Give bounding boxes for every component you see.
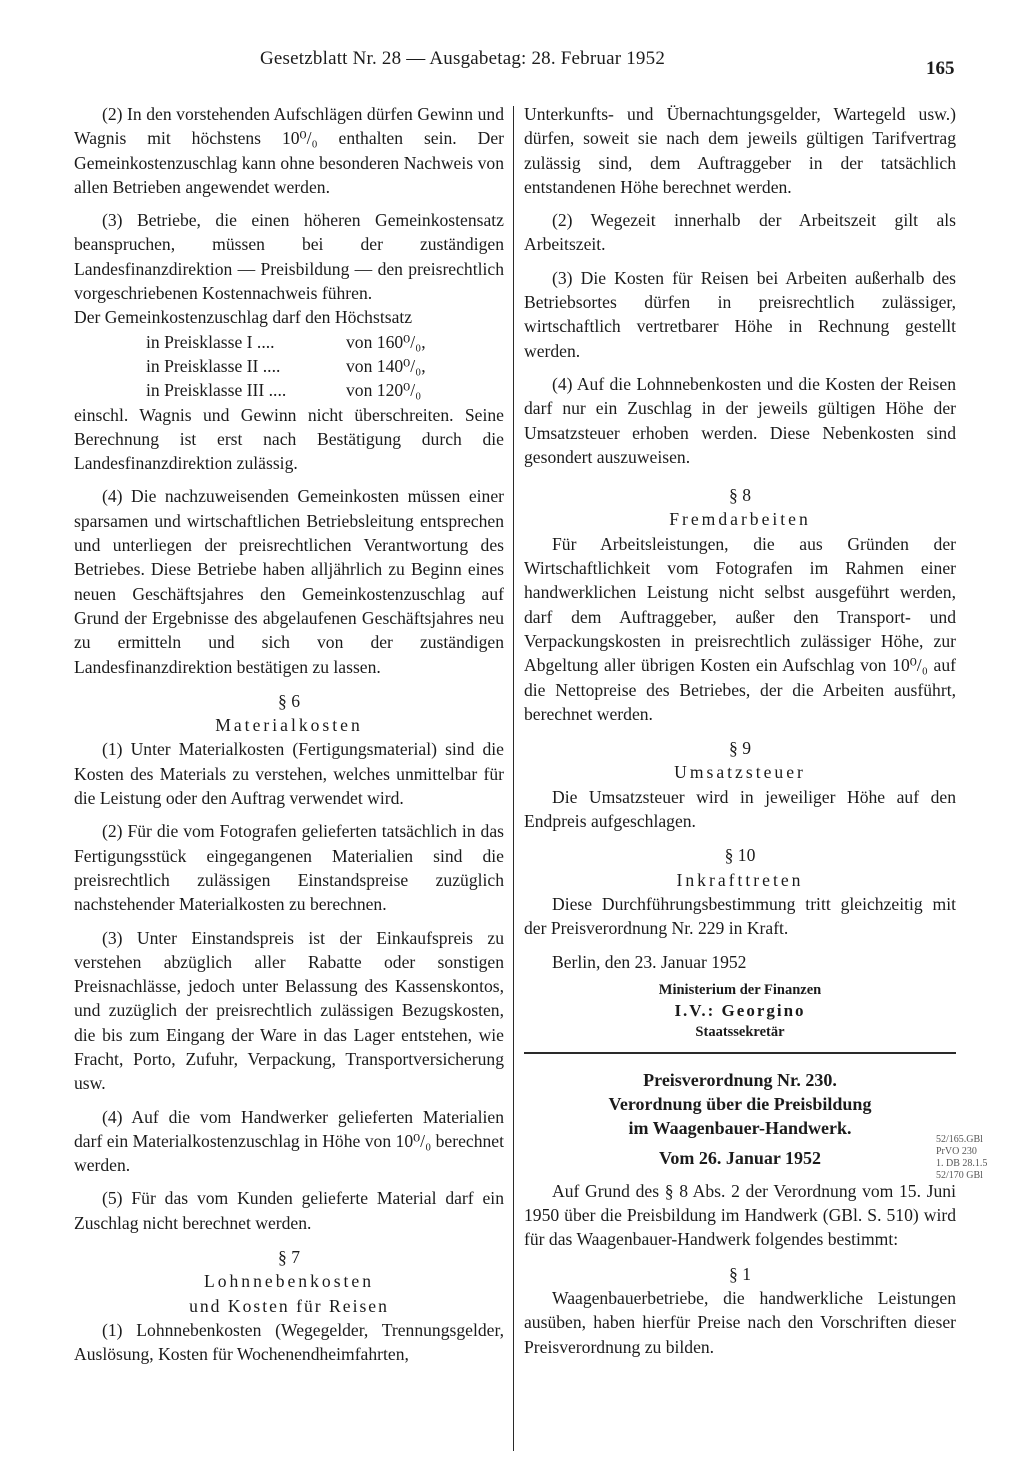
section-6-para-3: (3) Unter Einstandspreis ist der Einkaufspreis zu verstehen abzüglich aller Rabatte oder sonstigen Preisnachlässe, jedoch unter Belassung des Kassenskontos, und zuzüglich der preisrechtlich zulässigen Bezugskosten, die bis zum Eingang der Ware in das Lager entstehen, wie Fracht, Porto, Zufuhr, Verpackung, Transportversicherung usw. — [74, 927, 504, 1094]
section-6-title: Materialkosten — [215, 715, 363, 736]
regulation-date: Vom 26. Januar 1952 — [658, 1147, 822, 1168]
rate-list — [74, 330, 504, 403]
right-column — [524, 102, 956, 1359]
section-7-para-1: (1) Lohnnebenkosten (Wegegelder, Trennungsgelder, Auslösung, Kosten für Wochenendheimfahrten, — [74, 1319, 504, 1365]
rate-value: von 140⁰/₀, — [346, 355, 426, 376]
margin-annotation — [936, 1134, 1020, 1182]
section-divider — [524, 1052, 956, 1054]
paragraph-unterkunft: Unterkunfts- und Übernachtungsgelder, Wartegeld usw.) dürfen, soweit sie nach dem jeweils gültigen Tarifvertrag zulässig sind, dem Auftraggeber in der tatsächlich entstandenen Höhe berechnet werden. — [524, 104, 956, 197]
section-6-number: § 6 — [278, 690, 300, 711]
section-10-title: Inkrafttreten — [676, 869, 804, 890]
section-10-para: Diese Durchführungsbestimmung tritt gleichzeitig mit der Preisverordnung Nr. 229 in Kraft. — [524, 893, 956, 939]
rate-row — [74, 378, 504, 402]
regulation-title-line-2: im Waagenbauer-Handwerk. — [628, 1117, 852, 1138]
section-6-para-1: (1) Unter Materialkosten (Fertigungsmaterial) sind die Kosten des Materials zu verstehen, welches unmittelbar für die Leistung oder den Auftrag verwendet wird. — [74, 739, 504, 809]
rate-value: von 160⁰/₀, — [346, 331, 426, 352]
paragraph-gewinn-wagnis: (2) In den vorstehenden Aufschlägen dürfen Gewinn und Wagnis mit höchstens 10⁰/₀ enthalten sein. Der Gemeinkostenzuschlag kann ohne besonderen Nachweis von allen Betrieben angewendet werden. — [74, 104, 504, 197]
section-6-para-5: (5) Für das vom Kunden gelieferte Material darf ein Zuschlag nicht berechnet werden. — [74, 1188, 504, 1233]
section-7-title-line-1: Lohnnebenkosten — [203, 1271, 375, 1292]
paragraph-hoeherer-satz: (3) Betriebe, die einen höheren Gemeinkostensatz beanspruchen, müssen bei der zuständigen Landesfinanzdirektion — Preisbildung — den preisrechtlich vorgeschriebenen Kostennachweis führen. — [74, 210, 504, 304]
section-7-title-line-2: und Kosten für Reisen — [189, 1295, 389, 1316]
paragraph-reisekosten: (3) Die Kosten für Reisen bei Arbeiten außerhalb des Betriebsortes dürfen in preisrechtlich zulässiger, wirtschaftlich vertretbarer Höhe in Rechnung gestellt werden. — [524, 267, 956, 361]
section-8-para: Für Arbeitsleistungen, die aus Gründen der Wirtschaftlichkeit vom Fotografen im Rahmen einer handwerklichen Leistung nicht selbst ausgeführt werden, darf dem Auftraggeber, außer den Transport- und Verpackungskosten in preisrechtlich zulässiger Höhe, zur Abgeltung aller übrigen Kosten ein Aufschlag von 10⁰/₀ auf die Nettopreise des Betriebes, der die Arbeiten ausführt, berechnet werden. — [524, 533, 956, 724]
paragraph-nachzuweisende-kosten: (4) Die nachzuweisenden Gemeinkosten müssen einer sparsamen und wirtschaftlichen Betriebsleitung entsprechen und unterliegen der preisrechtlichen Verantwortung des Betriebes. Diese Betriebe haben alljährlich zu Beginn eines neuen Geschäftsjahres den Gemeinkostenzuschlag auf Grund der Ergebnisse des abgelaufenen Geschäftsjahres neu zu ermitteln und sich von der zuständigen Landesfinanzdirektion bestätigen zu lassen. — [74, 486, 504, 677]
paragraph-ueberschreiten: einschl. Wagnis und Gewinn nicht überschreiten. Seine Berechnung ist erst nach Bestätigung durch die Landesfinanzdirektion zulässig. — [74, 404, 504, 474]
margin-note-line: 52/165.GBl — [936, 1134, 983, 1145]
section-6-para-2: (2) Für die vom Fotografen gelieferten tatsächlich in das Fertigungsstück eingegangenen Materialien sind die preisrechtlich zulässigen Einstandspreise zuzüglich nachstehender Materialkosten zu berechnen. — [74, 821, 504, 915]
signature-ministry: Ministerium der Finanzen — [658, 981, 822, 998]
regulation-section-1-para: Waagenbauerbetriebe, die handwerkliche Leistungen ausüben, haben hierfür Preise nach den Vorschriften dieser Preisverordnung zu bilden. — [524, 1287, 956, 1357]
margin-note-line: 1. DB 28.1.5 — [936, 1158, 988, 1169]
section-9-para: Die Umsatzsteuer wird in jeweiliger Höhe auf den Endpreis aufgeschlagen. — [524, 786, 956, 832]
section-10-number: § 10 — [724, 845, 756, 866]
paragraph-hoechstsatz: Der Gemeinkostenzuschlag darf den Höchstsatz — [74, 307, 413, 328]
regulation-section-1-number: § 1 — [729, 1263, 751, 1284]
regulation-number: Preisverordnung Nr. 230. — [643, 1069, 837, 1090]
place-date: Berlin, den 23. Januar 1952 — [552, 951, 747, 972]
section-7-number: § 7 — [278, 1247, 300, 1268]
section-8-title: Fremdarbeiten — [669, 509, 811, 530]
margin-note-line: 52/170 GBl — [936, 1170, 983, 1181]
regulation-intro: Auf Grund des § 8 Abs. 2 der Verordnung vom 15. Juni 1950 über die Preisbildung im Handwerk (GBl. S. 510) wird für das Waagenbauer-Handwerk folgendes bestimmt: — [524, 1180, 956, 1250]
section-6-para-4: (4) Auf die vom Handwerker gelieferten Materialien darf ein Materialkostenzuschlag in Höhe von 10⁰/₀ berechnet werden. — [74, 1106, 504, 1176]
rate-row — [74, 354, 504, 378]
paragraph-wegezeit: (2) Wegezeit innerhalb der Arbeitszeit gilt als Arbeitszeit. — [524, 210, 956, 255]
margin-note-line: PrVO 230 — [936, 1146, 977, 1157]
rate-class: in Preisklasse I .... — [146, 331, 275, 352]
signature-name: I.V.: Georgino — [674, 1000, 806, 1020]
section-9-title: Umsatzsteuer — [674, 762, 806, 783]
section-9-number: § 9 — [729, 738, 751, 759]
section-8-number: § 8 — [729, 485, 751, 506]
rate-class: in Preisklasse II .... — [146, 355, 281, 376]
regulation-title-line-1: Verordnung über die Preisbildung — [608, 1093, 872, 1114]
column-divider — [513, 106, 514, 1451]
page-number: 165 — [926, 58, 955, 79]
signature-role: Staatssekretär — [695, 1023, 785, 1040]
page-header: Gesetzblatt Nr. 28 — Ausgabetag: 28. Februar 1952 — [260, 48, 666, 69]
rate-value: von 120⁰/₀ — [346, 380, 422, 401]
rate-class: in Preisklasse III .... — [146, 380, 287, 401]
left-column — [74, 102, 504, 1367]
paragraph-zuschlag-umsatzsteuer: (4) Auf die Lohnnebenkosten und die Kosten der Reisen darf nur ein Zuschlag in der jeweils gültigen Höhe der Umsatzsteuer erhoben werden. Diese Nebenkosten sind gesondert auszuweisen. — [524, 373, 956, 467]
rate-row — [74, 330, 504, 354]
